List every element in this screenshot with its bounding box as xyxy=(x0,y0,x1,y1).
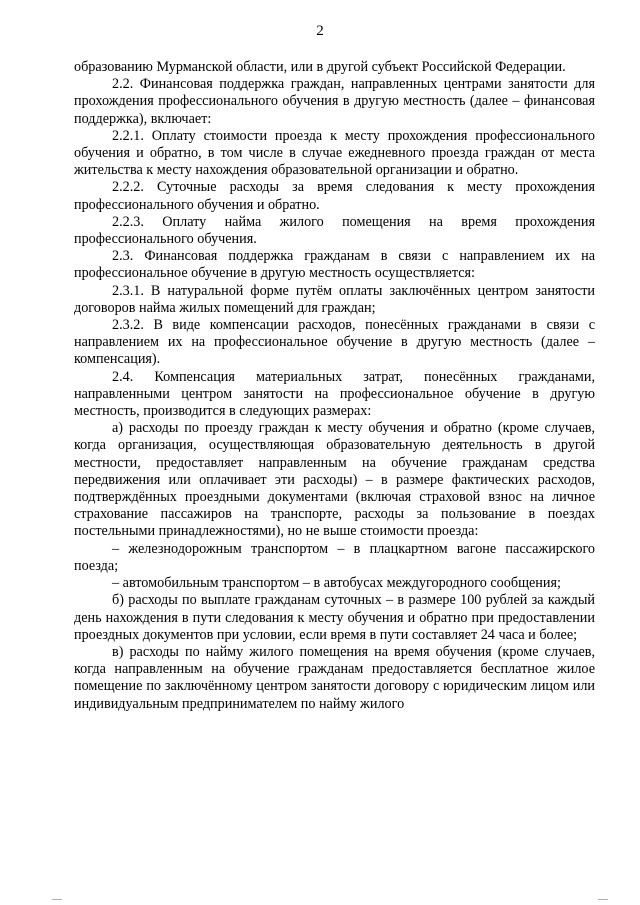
paragraph-4: 2.2.2. Суточные расходы за время следования к месту прохождения профессионального обучения и обратно. xyxy=(74,179,595,213)
paragraph-5: 2.2.3. Оплату найма жилого помещения на время прохождения профессионального обучения. xyxy=(74,213,595,248)
paragraph-10: а) расходы по проезду граждан к месту обучения и обратно (кроме случаев, когда организация, осуществляющая образовательную деятельность в другой местности, предоставляет направленным на обучение гражданам средства передвижения или оплачивает эти расходы) – в размере фактических расходов, подтверждённых проездными документами (включая страховой взнос на личное страхование пассажиров на транспорте, расходы за пользование в поездах постельными принадлежностями), но не выше стоимости проезда: xyxy=(74,420,595,540)
scan-edge-mark-left xyxy=(52,899,62,900)
paragraph-14: в) расходы по найму жилого помещения на время обучения (кроме случаев, когда направленным на обучение гражданам предоставляется бесплатное жилое помещение по заключённому центром занятости договору с юридическим лицом или индивидуальным предпринимателем по найму жилого xyxy=(74,643,595,712)
paragraph-7: 2.3.1. В натуральной форме путём оплаты заключённых центром занятости договоров найма жилых помещений для граждан; xyxy=(74,282,595,316)
paragraph-2: 2.2. Финансовая поддержка граждан, направленных центрами занятости для прохождения профессионального обучения в другую местность (далее – финансовая поддержка), включает: xyxy=(74,76,595,127)
paragraph-1: образованию Мурманской области, или в другой субъект Российской Федерации. xyxy=(74,59,566,75)
paragraph-9: 2.4. Компенсация материальных затрат, понесённых гражданами, направленными центром занятости на профессиональное обучение в другую местность, производится в следующих размерах: xyxy=(74,368,595,420)
paragraph-12: – автомобильным транспортом – в автобусах междугородного сообщения; xyxy=(112,575,561,592)
document-body xyxy=(74,59,595,713)
paragraph-8: 2.3.2. В виде компенсации расходов, понесённых гражданами в связи с направлением их на профессиональное обучение в другую местность (далее – компенсация). xyxy=(74,317,595,368)
scan-edge-mark-right xyxy=(598,899,608,900)
paragraph-6: 2.3. Финансовая поддержка гражданам в связи с направлением их на профессиональное обучение в другую местность осуществляется: xyxy=(74,248,595,282)
paragraph-13: б) расходы по выплате гражданам суточных – в размере 100 рублей за каждый день нахождения в пути следования к месту обучения и обратно при предоставлении проездных документов при условии, если время в пути составляет 24 часа и более; xyxy=(74,592,595,643)
page-number: 2 xyxy=(316,23,324,39)
paragraph-11: – железнодорожным транспортом – в плацкартном вагоне пассажирского поезда; xyxy=(74,540,595,574)
paragraph-3: 2.2.1. Оплату стоимости проезда к месту прохождения профессионального обучения и обратно, в том числе в случае ежедневного проезда граждан от места жительства к месту нахождения образовательной организации и обратно. xyxy=(74,127,595,179)
